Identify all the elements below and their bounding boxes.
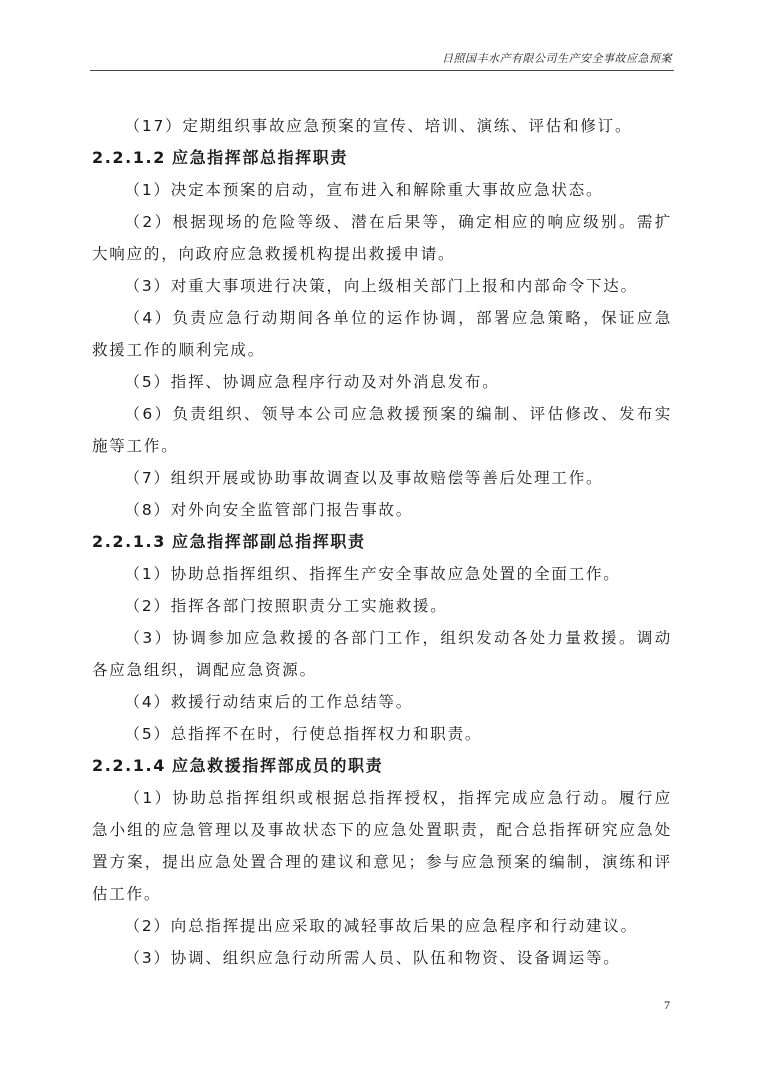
list-item: （3）协调、组织应急行动所需人员、队伍和物资、设备调运等。 <box>124 949 621 967</box>
document-body <box>92 110 672 974</box>
section-heading <box>92 526 672 558</box>
list-item: （4）负责应急行动期间各单位的运作协调，部署应急策略，保证应急救援工作的顺利完成。 <box>92 309 672 359</box>
list-item: （8）对外向安全监管部门报告事故。 <box>124 501 414 519</box>
section-heading <box>92 142 672 174</box>
list-item: （2）根据现场的危险等级、潜在后果等，确定相应的响应级别。需扩大响应的，向政府应急救援机构提出救援申请。 <box>92 213 672 263</box>
section-number: 2.2.1.2 <box>92 148 166 167</box>
list-item: （5）总指挥不在时，行使总指挥权力和职责。 <box>124 725 483 743</box>
section-heading <box>92 750 672 782</box>
section-title: 应急救援指挥部成员的职责 <box>171 756 384 775</box>
list-item: （4）救援行动结束后的工作总结等。 <box>124 693 414 711</box>
document-title: 日照国丰水产有限公司生产安全事故应急预案 <box>442 52 672 65</box>
list-item: （1）决定本预案的启动，宣布进入和解除重大事故应急状态。 <box>124 181 604 199</box>
list-item: （2）向总指挥提出应采取的减轻事故后果的应急程序和行动建议。 <box>124 917 638 935</box>
paragraph: （17）定期组织事故应急预案的宣传、培训、演练、评估和修订。 <box>124 117 633 135</box>
section-title: 应急指挥部副总指挥职责 <box>171 532 366 551</box>
section-number: 2.2.1.3 <box>92 532 166 551</box>
list-item: （2）指挥各部门按照职责分工实施救援。 <box>124 597 448 615</box>
header-rule <box>90 70 674 71</box>
list-item: （7）组织开展或协助事故调查以及事故赔偿等善后处理工作。 <box>124 469 604 487</box>
list-item: （6）负责组织、领导本公司应急救援预案的编制、评估修改、发布实施等工作。 <box>92 405 672 455</box>
list-item: （1）协助总指挥组织、指挥生产安全事故应急处置的全面工作。 <box>124 565 621 583</box>
section-title: 应急指挥部总指挥职责 <box>171 148 348 167</box>
list-item: （5）指挥、协调应急程序行动及对外消息发布。 <box>124 373 500 391</box>
list-item: （3）协调参加应急救援的各部门工作，组织发动各处力量救援。调动各应急组织，调配应急资源。 <box>92 629 672 679</box>
list-item: （1）协助总指挥组织或根据总指挥授权，指挥完成应急行动。履行应急小组的应急管理以及事故状态下的应急处置职责，配合总指挥研究应急处置方案，提出应急处置合理的建议和意见；参与应急预案的编制，演练和评估工作。 <box>92 789 672 903</box>
section-number: 2.2.1.4 <box>92 756 166 775</box>
list-item: （3）对重大事项进行决策，向上级相关部门上报和内部命令下达。 <box>124 277 638 295</box>
page-number: 7 <box>664 998 670 1012</box>
